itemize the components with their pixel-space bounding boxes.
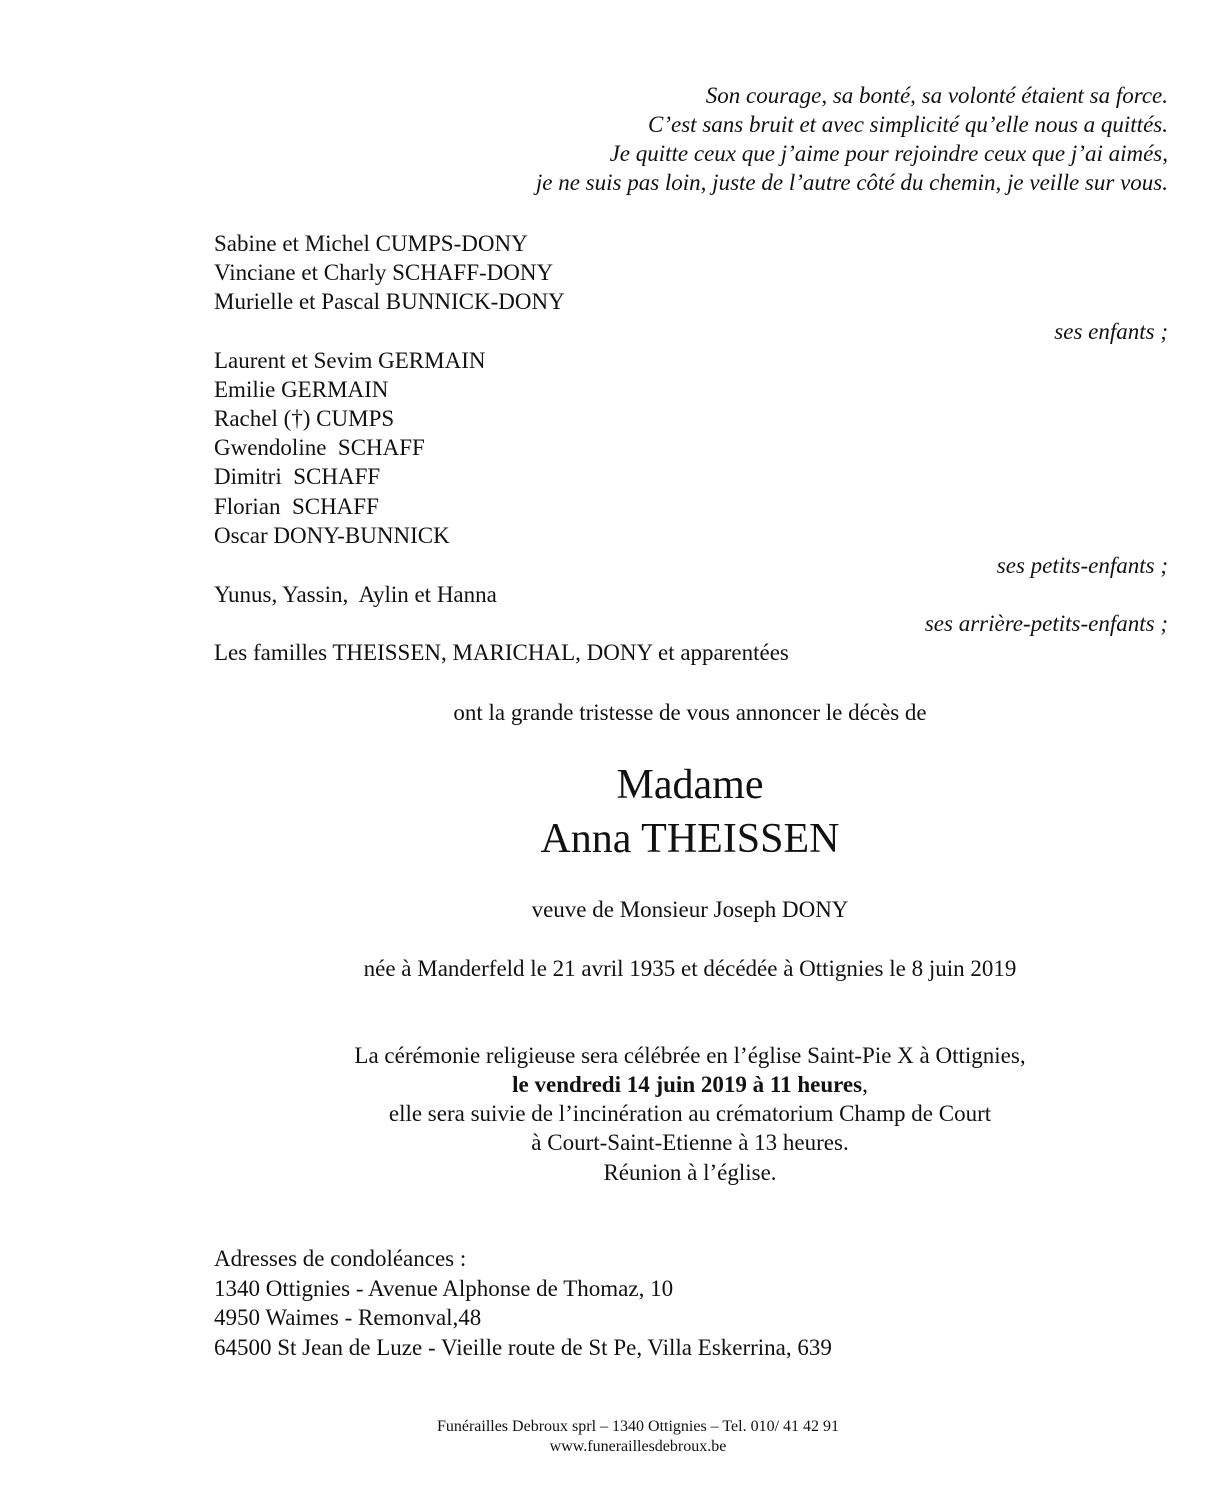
- condolences-heading: Adresses de condoléances :: [214, 1246, 467, 1271]
- quote-line: Je quitte ceux que j’aime pour rejoindre ceux que j’ai aimés,: [609, 141, 1168, 166]
- family-member: Yunus, Yassin, Aylin et Hanna: [214, 582, 497, 607]
- relation-label: ses enfants ;: [1054, 319, 1168, 344]
- ceremony-line: à Court-Saint-Etienne à 13 heures.: [531, 1130, 849, 1155]
- ceremony-line: elle sera suivie de l’incinération au crématorium Champ de Court: [388, 1101, 992, 1126]
- family-member: Sabine et Michel CUMPS-DONY: [214, 231, 528, 256]
- condolence-address: 1340 Ottignies - Avenue Alphonse de Thomaz, 10: [214, 1276, 674, 1301]
- ceremony-date-suffix: ,: [862, 1072, 868, 1097]
- families-line: Les familles THEISSEN, MARICHAL, DONY et apparentées: [214, 640, 789, 665]
- footer-contact: Funérailles Debroux sprl – 1340 Ottignies – Tel. 010/ 41 42 91: [436, 1418, 840, 1435]
- relation-label: ses petits-enfants ;: [996, 553, 1168, 578]
- footer-website: www.funeraillesdebroux.be: [549, 1438, 727, 1455]
- family-member: Emilie GERMAIN: [214, 377, 389, 402]
- family-member: Laurent et Sevim GERMAIN: [214, 348, 486, 373]
- quote-line: Son courage, sa bonté, sa volonté étaient sa force.: [705, 83, 1168, 108]
- condolence-address: 4950 Waimes - Remonval,48: [214, 1305, 482, 1330]
- family-member: Oscar DONY-BUNNICK: [214, 523, 450, 548]
- family-member: Dimitri SCHAFF: [214, 464, 381, 489]
- announcement-line: ont la grande tristesse de vous annoncer le décès de: [453, 700, 927, 725]
- ceremony-line: La cérémonie religieuse sera célébrée en l’église Saint-Pie X à Ottignies,: [354, 1043, 1026, 1068]
- condolence-address: 64500 St Jean de Luze - Vieille route de St Pe, Villa Eskerrina, 639: [214, 1335, 832, 1360]
- family-member: Murielle et Pascal BUNNICK-DONY: [214, 289, 565, 314]
- family-member: Florian SCHAFF: [214, 494, 379, 519]
- birth-death-line: née à Manderfeld le 21 avril 1935 et décédée à Ottignies le 8 juin 2019: [363, 956, 1017, 981]
- deceased-title: Madame: [616, 762, 764, 808]
- quote-line: je ne suis pas loin, juste de l’autre côté du chemin, je veille sur vous.: [535, 170, 1168, 195]
- widow-of-line: veuve de Monsieur Joseph DONY: [531, 897, 849, 922]
- ceremony-line: Réunion à l’église.: [603, 1160, 777, 1185]
- ceremony-date-line: [0, 1070, 1213, 1099]
- family-member: Vinciane et Charly SCHAFF-DONY: [214, 260, 554, 285]
- relation-label: ses arrière-petits-enfants ;: [924, 611, 1168, 636]
- family-member: Rachel (†) CUMPS: [214, 406, 395, 431]
- ceremony-date: le vendredi 14 juin 2019 à 11 heures: [512, 1072, 863, 1097]
- family-member: Gwendoline SCHAFF: [214, 435, 425, 460]
- deceased-name: Anna THEISSEN: [540, 816, 840, 862]
- quote-line: C’est sans bruit et avec simplicité qu’elle nous a quittés.: [648, 112, 1168, 137]
